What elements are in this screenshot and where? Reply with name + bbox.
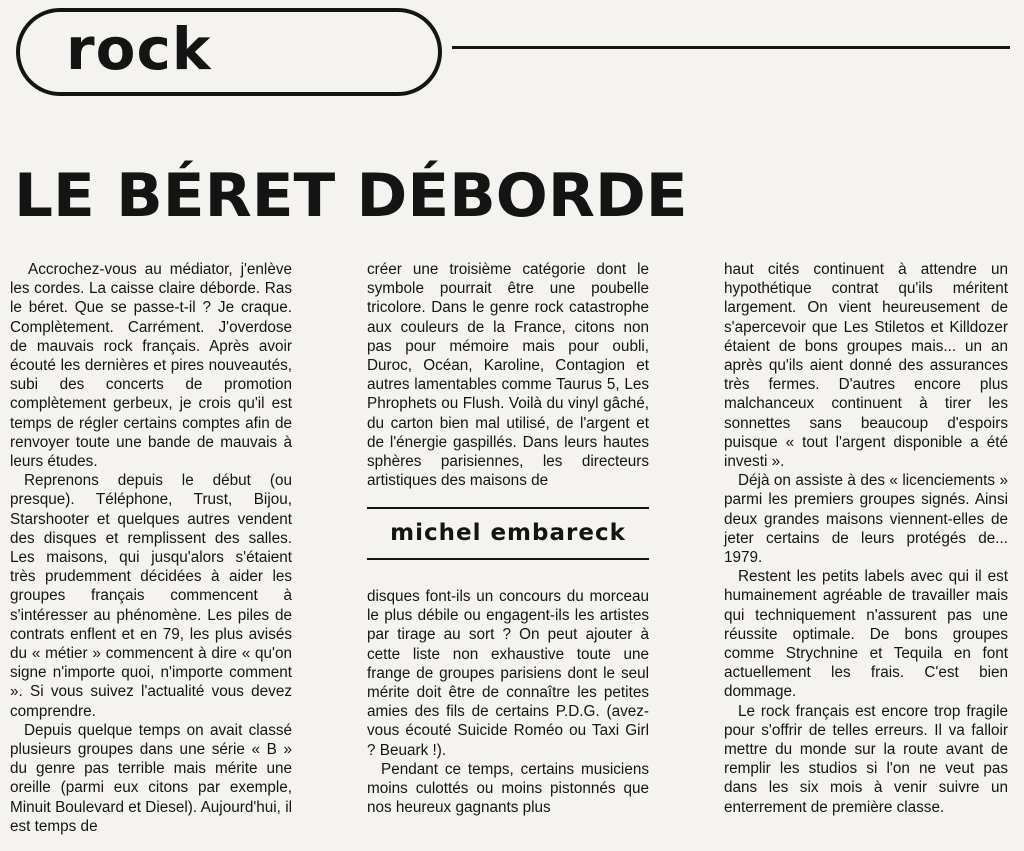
paragraph: Déjà on assiste à des « licenciements » parmi les premiers groupes signés. Ainsi deux grandes maisons viennent-elles de jeter certains de leurs protégés de... 1979. xyxy=(724,472,1008,567)
paragraph: disques font-ils un concours du morceau le plus débile ou engagent-ils les artistes par tirage au sort ? On peut ajouter à cette liste non exhaustive toute une frange de groupes parisiens dont le seul mérite doit être de connaître les petites amies des fils de certains P.D.G. (avez-vous écouté Suicide Roméo ou Taxi Girl ? Beuark !). xyxy=(367,588,649,759)
byline: michel embareck xyxy=(390,520,626,546)
paragraph: créer une troisième catégorie dont le symbole pourrait être une poubelle tricolore. Dans le genre rock catastrophe aux couleurs de la France, citons non pas pour mémoire mais pour oubli, Duroc, Océan, Karoline, Contagion et autres lamentables comme Taurus 5, Les Phrophets ou Flush. Voilà du vinyl gâché, du carton bien mal utilisé, de l'argent et de l'énergie gaspillés. Dans leurs hautes sphères parisiennes, les directeurs artistiques des maisons de xyxy=(367,261,649,490)
paragraph: Le rock français est encore trop fragile pour s'offrir de telles erreurs. Il va falloir mettre du monde sur la route avant de remplir les studios si l'on ne veut pas dans les six mois à venir suivre un enterrement de première classe. xyxy=(724,702,1008,816)
paragraph: Pendant ce temps, certains musiciens moins culottés ou moins pistonnés que nos heureux gagnants plus xyxy=(367,760,649,817)
rubric-rule xyxy=(452,46,1010,49)
byline-rule-top xyxy=(367,507,649,509)
article-column-3 xyxy=(724,260,1008,817)
paragraph: Accrochez-vous au médiator, j'enlève les cordes. La caisse claire déborde. Ras le béret. Que se passe-t-il ? Je craque. Complètement. Carrément. J'overdose de mauvais rock français. Après avoir écouté les dernières et pires nouveautés, subi des concerts de promotion complètement gerbeux, je crois qu'il est temps de régler certains comptes afin de renvoyer toute une bande de mauvais à leurs études. xyxy=(10,261,292,471)
byline-rule-bottom xyxy=(367,558,649,560)
article-column-1 xyxy=(10,260,292,836)
article-column-2-top xyxy=(367,260,649,490)
headline: LE BÉRET DÉBORDE xyxy=(14,161,688,231)
paragraph: Depuis quelque temps on avait classé plusieurs groupes dans une série « B » du genre pas terrible mais mérite une oreille (parmi eux citons par exemple, Minuit Boulevard et Diesel). Aujourd'hui, il est temps de xyxy=(10,721,292,835)
rubric-label: rock xyxy=(66,15,212,83)
paragraph: Reprenons depuis le début (ou presque). Téléphone, Trust, Bijou, Starshooter et quelques autres vendent des disques et remplissent des salles. Les maisons, qui jusqu'alors s'étaient très prudemment décidées à aider les groupes français commencent à s'intéresser au phénomène. Les piles de contrats enflent et en 79, les plus avisés du « métier » commencent à dire « qu'on signe n'importe quoi, n'importe comment ». Si vous suivez l'actualité vous devez comprendre. xyxy=(10,472,292,720)
rubric-frame xyxy=(16,8,442,96)
article-column-2-bottom xyxy=(367,587,649,817)
paragraph: haut cités continuent à attendre un hypothétique contrat qu'ils méritent largement. On vient heureusement de s'apercevoir que Les Stiletos et Killdozer étaient de bons groupes mais... un an après qu'ils aient donné des assurances très fermes. D'autres encore plus malchanceux continuent à tirer les sonnettes sans beaucoup d'espoirs puisque « tout l'argent disponible a été investi ». xyxy=(724,261,1008,471)
paragraph: Restent les petits labels avec qui il est humainement agréable de travailler mais qui techniquement n'assurent pas une réussite optimale. De bons groupes comme Strychnine et Tequila en font actuellement les frais. C'est bien dommage. xyxy=(724,568,1008,701)
